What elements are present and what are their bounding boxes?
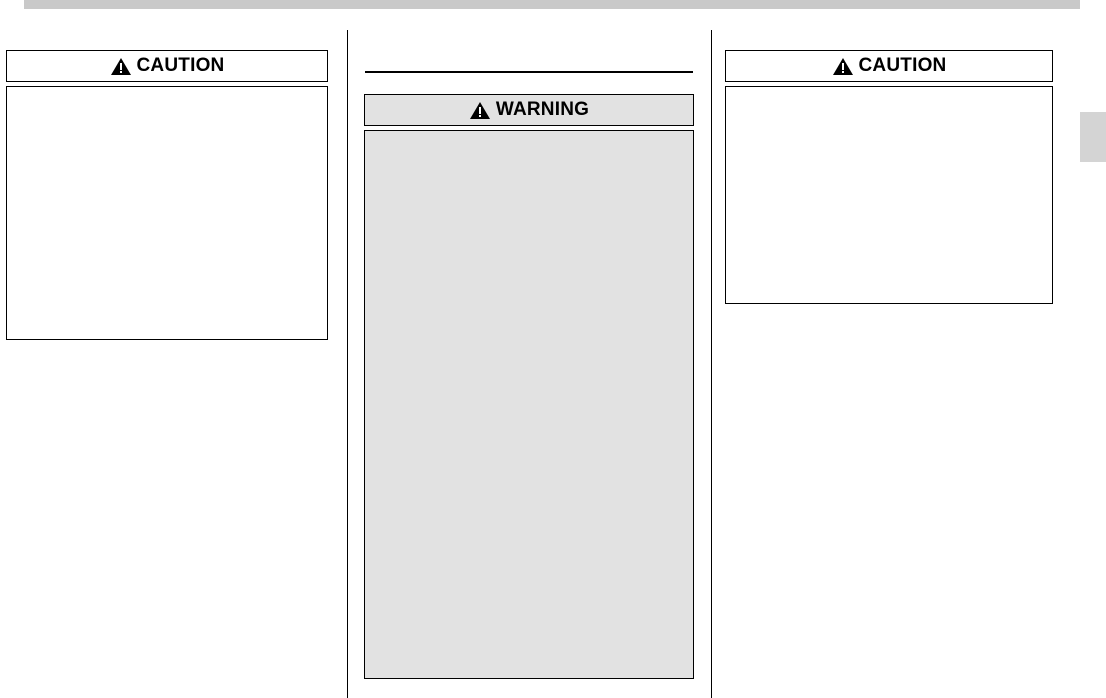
caution-box-right xyxy=(725,50,1053,304)
caution-box-left xyxy=(6,50,328,340)
caution-left-body xyxy=(6,86,328,340)
warning-center-label: WARNING xyxy=(495,99,590,120)
warning-center-title-bar xyxy=(364,94,694,126)
warning-triangle-icon xyxy=(832,57,854,76)
warning-center-body xyxy=(364,130,694,679)
warning-triangle-icon xyxy=(469,101,491,120)
column-divider-right xyxy=(711,30,712,698)
warning-box-center xyxy=(364,94,694,679)
caution-right-body xyxy=(725,86,1053,304)
center-column-top-rule xyxy=(365,71,693,73)
caution-left-label: CAUTION xyxy=(136,55,225,76)
page-edge-tab xyxy=(1080,112,1106,162)
top-page-rule xyxy=(24,0,1080,9)
warning-triangle-icon xyxy=(110,57,132,76)
caution-right-label: CAUTION xyxy=(858,55,947,76)
caution-left-title-bar xyxy=(6,50,328,82)
column-divider-left xyxy=(347,30,348,698)
caution-right-title-bar xyxy=(725,50,1053,82)
